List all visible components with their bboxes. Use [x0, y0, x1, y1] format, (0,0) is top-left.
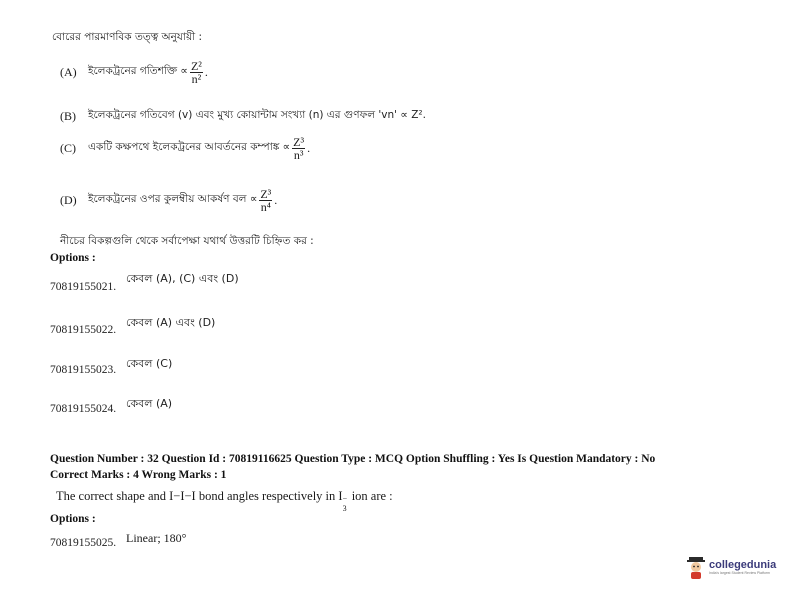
fraction: [292, 136, 305, 161]
options-label: Options :: [50, 252, 96, 264]
option-id: 70819155023.: [50, 364, 117, 376]
question-superscript: −: [342, 494, 348, 503]
statement-text: একটি কক্ষপথে ইলেকট্রনের আবর্তনের কম্পাঙ্ক ∝: [88, 141, 291, 153]
statement-b: [60, 108, 426, 125]
fraction: [190, 60, 203, 85]
option-id: 70819155022.: [50, 324, 117, 336]
fraction-denominator: n²: [191, 72, 202, 86]
statement-d: [60, 188, 277, 213]
instruction-text: নীচের বিকল্পগুলি থেকে সর্বাপেক্ষা যথার্থ উত্তরটি চিহ্নিত কর :: [60, 235, 314, 247]
statement-c: [60, 136, 310, 161]
intro-text: বোরের পারমাণবিক তত্ত্ব অনুযায়ী :: [52, 31, 203, 43]
fraction-denominator: n³: [293, 148, 304, 162]
question-text-main: The correct shape and I−I−I bond angles respectively in I: [56, 489, 343, 503]
option-text[interactable]: Linear; 180°: [126, 531, 187, 545]
statement-text: ইলেকট্রনের ওপর কুলম্বীয় আকর্ষণ বল ∝: [88, 193, 258, 205]
statement-label: (A): [60, 65, 77, 79]
statement-text: ইলেকট্রনের গতিবেগ (v) এবং মুখ্য কোয়ান্টাম সংখ্যা (n) এর গুণফল 'vn' ∝ Z².: [88, 109, 426, 121]
statement-label: (D): [60, 193, 77, 207]
statement-label: (C): [60, 141, 76, 155]
option-text[interactable]: কেবল (A), (C) এবং (D): [126, 272, 239, 285]
statement-tail: .: [274, 193, 278, 207]
statement-text: ইলেকট্রনের গতিশক্তি ∝: [88, 65, 188, 77]
option-text[interactable]: কেবল (C): [126, 357, 173, 370]
statement-tail: .: [204, 65, 208, 79]
option-id: 70819155025.: [50, 537, 117, 549]
mascot-icon: [686, 556, 706, 580]
statement-tail: .: [307, 141, 311, 155]
logo-name: collegedunia: [709, 559, 777, 571]
fraction-numerator: Z²: [190, 59, 202, 73]
option-text[interactable]: কেবল (A): [126, 397, 173, 410]
question-subscript: 3: [342, 504, 347, 513]
question-marks: Correct Marks : 4 Wrong Marks : 1: [50, 469, 227, 481]
statement-label: (B): [60, 109, 76, 123]
question-text-tail: ion are :: [348, 489, 393, 503]
option-id: 70819155024.: [50, 403, 117, 415]
logo-tagline: India's largest Student Review Platform: [709, 571, 770, 575]
collegedunia-logo: [686, 556, 776, 580]
fraction-numerator: Z³: [260, 187, 272, 201]
option-text[interactable]: কেবল (A) এবং (D): [126, 316, 216, 329]
question-text: [56, 489, 393, 513]
fraction-denominator: n⁴: [260, 200, 271, 214]
question-meta: Question Number : 32 Question Id : 70819116625 Question Type : MCQ Option Shuffling : Yes Is Question Mandatory : No: [50, 453, 656, 465]
fraction-numerator: Z³: [293, 135, 305, 149]
fraction: [259, 188, 272, 213]
options-label-2: Options :: [50, 513, 96, 525]
statement-a: [60, 60, 208, 85]
option-id: 70819155021.: [50, 281, 117, 293]
